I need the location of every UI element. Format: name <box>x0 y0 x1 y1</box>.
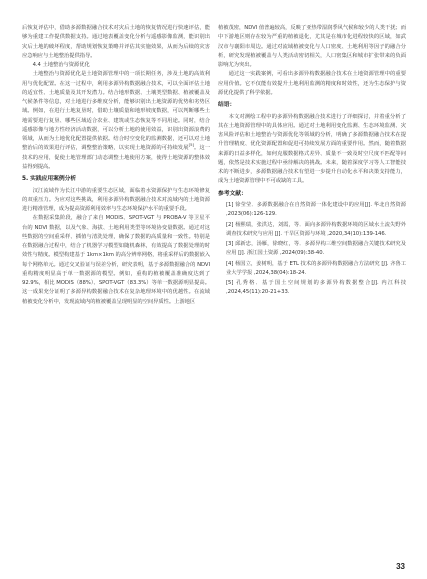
conclusion-heading: 结语： <box>218 102 236 108</box>
reference-number: [4] <box>226 260 234 267</box>
left-column <box>22 24 210 307</box>
citation-marker: [5] <box>188 142 194 148</box>
reference-text: 杨熙瑞，张洪达，刘霞，等．面向多源异构数据环境的区域水土流失野外调查技术研究与应用 [J]. 干旱区资源与环境 ,2020,34(10):139-146. <box>226 221 406 237</box>
subsection-heading: 4.4 土地整治与资源优化 <box>32 62 90 68</box>
right-column <box>218 24 406 299</box>
reference-item <box>218 260 406 279</box>
paragraph: 本文对测绘工程中的多源异构数据融合技术进行了详细探讨，并着重分析了其在土地资源管理中的具体应用。通过对土地利用变化监测、生态环境监测、灾害风险评估和土地整治与资源优化等领域的分析，明确了多源数据融合技术在提升管理精度、优化资源配置和促进可持续发展方面的重要作用。然而，随着数据来源的日益多样化，如何克服数据格式差异、质量不一致及时空尺度不匹配等问题，依然是技术实施过程中亟待解决的挑战。未来，随着深度学习等人工智能技术的不断进步，多源数据融合技术有望进一步提升自动化水平和决策支持能力，成为土地资源管理中不可或缺的工具。 <box>218 113 406 185</box>
reference-text: 孔秀格．基于国土空间规划的多源异构数据整合[J]. 内江科技 ,2024,45(11):20-21+33. <box>226 280 406 296</box>
reference-number: [5] <box>226 280 234 286</box>
page-number: 33 <box>396 562 405 571</box>
paragraph: 后恢复评估中，借助多源数据融合技术对灾后土地的恢复情况进行快速评估，能够为重建工作提供数据支持。通过地表覆盖变化分析与遥感影像监测，能识别出灾后土地的破坏程度，帮助规划恢复策略并评估其实施效果，从而为后续的灾害应急响应与土地整治提供指导。 <box>22 25 210 59</box>
paragraph-text: 。这一技术的应用，促使土地管理部门动态调整土地使用方案，使得土地资源的整体效益得到提高。 <box>22 145 211 170</box>
section-heading: 5. 实践应用案例分析 <box>22 176 77 182</box>
reference-text: 徐莹莹．多源数据融合在自然资源一体化建设中的应用[J]. 华北自然资源 ,2023(06):126-129. <box>226 202 406 218</box>
reference-item <box>218 201 406 220</box>
paragraph: 植被茂密，NDVI 值普遍较高，反映了亚热带湿润季风气候和较少的人类干扰；而中下游地区则存在较为严重的植被退化，尤其是在城市化进程较快的区域，如武汉市与襄阳市周边。通过对流域植被变化与人口密度、土地利用等因子的融合分析，研究发现植被覆盖与人类活动密切相关，人口密集区和城市扩张带来的负面影响尤为突出。 <box>218 25 406 68</box>
reference-number: [3] <box>226 241 234 247</box>
reference-number: [1] <box>226 202 234 208</box>
references-heading: 参考文献： <box>218 190 247 197</box>
paragraph: 汉江流域作为长江中游的重要生态区域，面临着水资源保护与生态环境修复的双重压力。为应对这些挑战，利用多源异构数据融合技术对流域内的土地资源进行精准管理，成为提高资源利用效率与生态环境保护水平的重要手段。 <box>22 187 210 212</box>
paragraph <box>22 70 210 172</box>
reference-item <box>218 240 406 259</box>
reference-text: 邱新忠，汤雁，徐晓红，等．多源异构三维空间数据融合关键技术研究及应用 [J]. 浙江国土资源 ,2024(09):38-40. <box>226 241 406 257</box>
paragraph: 在数据采集阶段，融合了来自 MODIS、SPOT-VGT 与 PROBA-V 等卫星平台的 NDVI 数据，以及气象、海拔、土地利用类型等环境协变量数据。通过对这些数据的空间重采样、插值与清洗处理，确保了数据的高质量和一致性。特别是在数据融合过程中，结合了机器学习模型如随机森林，有效提高了数据处理的时效性与精度。模型构建基于 1km×1km 的高分辨率网格，将重采样后的数据嵌入每个网格单元。通过交叉验证与误差分析，研究表明，基于多源数据融合的 NDVI 重构精度明显高于单一数据源的模型。例如，重构的植被覆盖准确度达到了 92.9%，相比 MODIS（88%）、SPOT-VGT（83.3%）等单一数据源明显提高。这一成果充分证明了多源异构数据融合技术在复杂地理环境中的优越性。在流域植被变化分析中，发现流域内的植被覆盖呈现明显的空间异质性。上游地区 <box>22 215 210 305</box>
paragraph-text: 土地整治与资源优化是土地资源管理中的一项长期任务，涉及土地的高效利用与优化配置。在这一过程中，利用多源异构数据融合技术，可以全面评估土地的适宜性、土地质量及其开发潜力。结合地形数据、土壤类型数据、植被覆盖及气候条件等信息，对土地进行多维度分析，能够识别出土地资源的优势和劣势区域。例如，在进行土地复垦时，借助土壤质量和地形坡度数据，可以判断哪些土地需要进行复垦、哪些区域适合农业、建筑或生态恢复等不同用途。同时，结合遥感影像与地方性经济活动数据，可以分析土地的使用效益，识别出资源浪费的领域，从而为土地优化配置提供依据。结合时空变化的监测数据，还可以对土地整治后的效果进行评估，调整整治策略，以实现土地资源的可持续发展 <box>22 71 210 152</box>
reference-item <box>218 279 406 298</box>
reference-number: [2] <box>226 221 234 228</box>
paragraph: 通过这一实践案例，可看出多源异构数据融合技术在土地资源管理中的重要应用价值。它不仅能有效提升土地利用监测的精度和时效性，还为生态保护与资源优化提供了科学依据。 <box>218 71 406 96</box>
reference-item <box>218 221 406 240</box>
reference-text: 杨国立，姜树明，基于 ETL 技术的多源异构数据融合方法研究 [J]. 齐鲁工业大学学报 ,2024,38(04):18-24. <box>226 260 406 276</box>
